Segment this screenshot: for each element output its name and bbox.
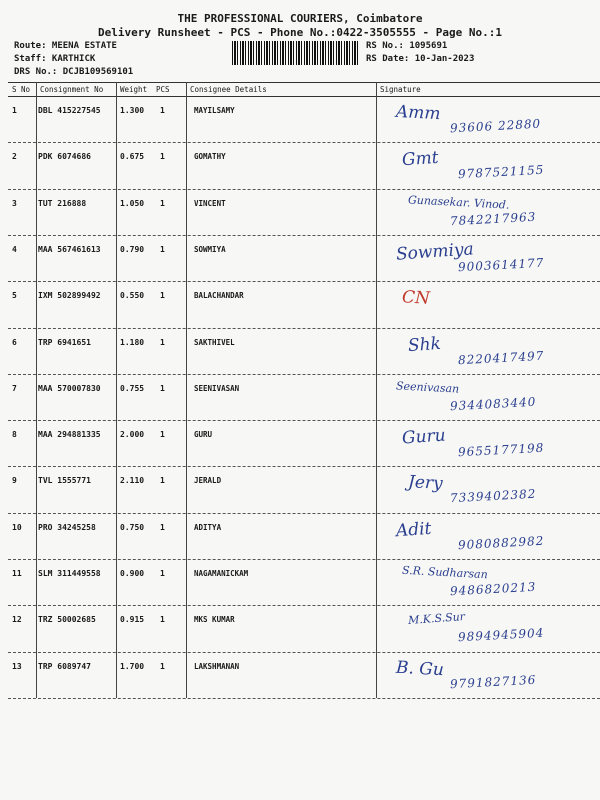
row-pcs: 1 — [160, 152, 165, 162]
row-sno: 12 — [12, 615, 22, 625]
row-pcs: 1 — [160, 476, 165, 486]
row-sno: 7 — [12, 383, 17, 393]
row-consignee: NAGAMANICKAM — [194, 569, 249, 578]
table-header-border — [8, 96, 600, 97]
row-sno: 6 — [12, 337, 17, 347]
row-sno: 2 — [12, 152, 17, 162]
col-header-sno: S No — [12, 85, 31, 94]
row-consignment: SLM 311449558 — [38, 569, 101, 578]
row-pcs: 1 — [160, 106, 165, 115]
row-separator — [8, 142, 600, 143]
row-weight: 0.675 — [120, 152, 145, 162]
row-consignee: LAKSHMANAN — [194, 661, 240, 671]
row-consignment: MAA 567461613 — [38, 244, 101, 254]
signature-phone: 9344083440 — [449, 394, 537, 414]
row-sno: 4 — [12, 244, 17, 254]
barcode — [232, 41, 360, 65]
row-separator — [8, 374, 600, 375]
signature-phone: 9894945904 — [457, 626, 545, 645]
row-consignee: GURU — [194, 430, 213, 440]
row-consignee: MKS KUMAR — [194, 615, 235, 625]
col-header-consignment: Consignment No — [40, 85, 104, 94]
signature-phone: 93606 22880 — [449, 116, 542, 136]
row-sno: 10 — [12, 522, 22, 532]
row-consignment: MAA 294881335 — [38, 430, 101, 440]
row-consignee: GOMATHY — [194, 152, 226, 162]
signature-phone: 9080882982 — [457, 533, 545, 552]
row-sno: 8 — [12, 430, 17, 440]
signature-phone: 9787521155 — [457, 163, 545, 182]
row-consignee: SEENIVASAN — [194, 383, 240, 393]
row-sno: 3 — [12, 198, 17, 208]
row-sno: 5 — [12, 291, 17, 301]
row-pcs: 1 — [160, 337, 165, 347]
col-header-signature: Signature — [380, 85, 421, 94]
row-pcs: 1 — [160, 569, 165, 578]
row-separator — [8, 605, 600, 606]
row-consignment: TUT 216888 — [38, 198, 87, 208]
row-separator — [8, 189, 600, 190]
row-consignment: PRO 34245258 — [38, 522, 96, 532]
signature-phone: 9486820213 — [449, 579, 537, 599]
col-header-weight: Weight — [120, 85, 148, 94]
signature-name: CN — [401, 287, 431, 309]
row-consignee: VINCENT — [194, 198, 226, 208]
rs-date: RS Date: 10-Jan-2023 — [366, 54, 475, 64]
signature-name: Seenivasan — [395, 379, 460, 396]
row-weight: 0.900 — [120, 569, 145, 578]
signature-name: Shk — [407, 333, 442, 356]
signature-phone: 7339402382 — [449, 487, 537, 506]
row-pcs: 1 — [160, 661, 165, 671]
row-consignee: JERALD — [194, 476, 222, 486]
signature-name: Guru — [401, 425, 447, 449]
row-separator — [8, 559, 600, 560]
signature-phone: 8220417497 — [457, 348, 545, 367]
row-consignment: TRP 6089747 — [38, 661, 91, 671]
row-pcs: 1 — [160, 291, 165, 301]
row-separator — [8, 513, 600, 514]
signature-name: Gunasekar. Vinod. — [407, 192, 510, 212]
signature-name: M.K.S.Sur — [407, 610, 466, 628]
row-sno: 13 — [12, 661, 22, 671]
row-sno: 1 — [12, 106, 17, 115]
rs-number: RS No.: 1095691 — [366, 41, 448, 51]
row-consignment: PDK 6074686 — [38, 152, 91, 162]
row-consignment: TRZ 50002685 — [38, 615, 96, 625]
company-title: THE PROFESSIONAL COURIERS, Coimbatore — [177, 12, 423, 25]
drs-number: DRS No.: DCJB109569101 — [14, 67, 134, 77]
col-header-consignee: Consignee Details — [190, 85, 267, 94]
row-pcs: 1 — [160, 522, 165, 532]
row-separator — [8, 698, 600, 699]
row-weight: 0.790 — [120, 244, 145, 254]
row-separator — [8, 281, 600, 282]
row-weight: 0.915 — [120, 615, 145, 625]
signature-phone: 9655177198 — [457, 440, 545, 460]
signature-name: S.R. Sudharsan — [401, 563, 489, 582]
runsheet-title: Delivery Runsheet - PCS - Phone No.:0422-3505555 - Page No.:1 — [98, 26, 502, 39]
row-consignee: ADITYA — [194, 522, 222, 532]
row-pcs: 1 — [160, 615, 165, 625]
row-weight: 1.050 — [120, 198, 145, 208]
row-separator — [8, 466, 600, 467]
signature-phone: 9791827136 — [449, 672, 537, 691]
row-pcs: 1 — [160, 244, 165, 254]
signature-name: B. Gu — [395, 657, 445, 680]
row-pcs: 1 — [160, 383, 165, 393]
row-consignment: IXM 502899492 — [38, 291, 101, 301]
row-weight: 0.750 — [120, 522, 145, 532]
signature-name: Sowmiya — [395, 239, 475, 265]
signature-phone: 7842217963 — [449, 209, 537, 228]
row-consignment: TVL 1555771 — [38, 476, 91, 486]
signature-phone: 9003614177 — [457, 255, 545, 275]
route-label: Route: MEENA ESTATE — [14, 41, 117, 51]
row-weight: 1.700 — [120, 661, 145, 671]
row-consignee: MAYILSAMY — [194, 106, 235, 115]
signature-name: Amm — [395, 101, 442, 125]
row-pcs: 1 — [160, 430, 165, 440]
table-top-border — [8, 82, 600, 83]
signature-name: Adit — [395, 518, 433, 541]
row-weight: 1.300 — [120, 106, 145, 115]
signature-name: Jery — [407, 472, 444, 495]
row-pcs: 1 — [160, 198, 165, 208]
row-weight: 2.110 — [120, 476, 145, 486]
signature-name: Gmt — [401, 148, 440, 171]
row-consignment: MAA 570007830 — [38, 383, 101, 393]
row-separator — [8, 420, 600, 421]
row-consignee: SAKTHIVEL — [194, 337, 235, 347]
row-weight: 0.755 — [120, 383, 145, 393]
row-sno: 9 — [12, 476, 17, 486]
row-weight: 2.000 — [120, 430, 145, 440]
row-consignee: SOWMIYA — [194, 244, 226, 254]
row-sno: 11 — [12, 569, 22, 578]
row-weight: 1.180 — [120, 337, 145, 347]
row-consignment: TRP 6941651 — [38, 337, 91, 347]
row-separator — [8, 235, 600, 236]
row-weight: 0.550 — [120, 291, 145, 301]
row-consignment: DBL 415227545 — [38, 106, 101, 115]
row-separator — [8, 652, 600, 653]
row-separator — [8, 328, 600, 329]
row-consignee: BALACHANDAR — [194, 291, 244, 301]
staff-label: Staff: KARTHICK — [14, 54, 96, 64]
col-header-pcs: PCS — [156, 85, 170, 94]
